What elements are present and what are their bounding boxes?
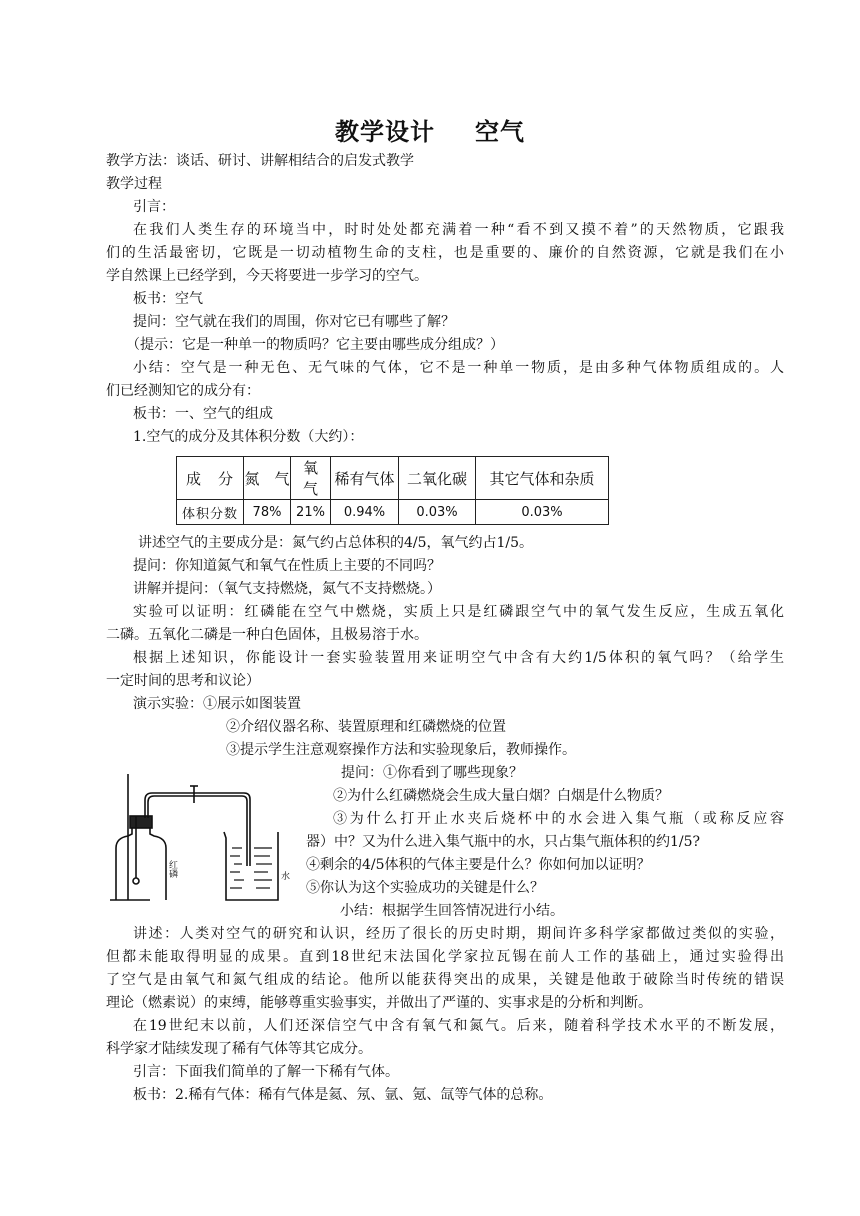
- title-part2: 空气: [475, 118, 525, 146]
- blackboard-line: 板书：2.稀有气体：稀有气体是氦、氖、氩、氪、氙等气体的总称。: [133, 1087, 553, 1103]
- question-line: 器）中？又为什么进入集气瓶中的水，只占集气瓶体积的约1/5?: [306, 834, 701, 850]
- table-row-header: 成 分: [177, 457, 244, 500]
- water-label: 水: [281, 872, 291, 882]
- intro-label: 引言：: [133, 199, 175, 215]
- red-phosphorus-label: 红磷: [167, 860, 177, 878]
- table-cell: 0.03%: [399, 500, 476, 525]
- paragraph-line: 理论（燃素说）的束缚，能够尊重实验事实，并做出了严谨的、实事求是的分析和判断。: [106, 995, 652, 1011]
- paragraph-line: 科学家才陆续发现了稀有气体等其它成分。: [106, 1041, 372, 1057]
- paragraph-line: 学自然课上已经学到，今天将要进一步学习的空气。: [106, 268, 428, 284]
- experiment-apparatus-figure: [108, 766, 308, 902]
- paragraph-line: 在我们人类生存的环境当中，时时处处都充满着一种“看不到又摸不着”的天然物质，它跟我: [133, 222, 784, 238]
- blackboard-line: 板书：空气: [133, 291, 203, 307]
- paragraph-line: 们的生活最密切，它既是一切动植物生命的支柱，也是重要的、廉价的自然资源，它就是我们在小: [106, 245, 784, 261]
- paragraph-line: 在19世纪末以前，人们还深信空气中含有氧气和氮气。后来，随着科学技术水平的不断发展，: [133, 1018, 784, 1034]
- question-line: ④剩余的4/5体积的气体主要是什么？你如何加以证明？: [306, 857, 651, 873]
- water-level-lines: [230, 848, 272, 888]
- paragraph-line: 根据上述知识，你能设计一套实验装置用来证明空气中含有大约1/5体积的氧气吗？（给学生: [133, 650, 784, 666]
- question-line: ⑤你认为这个实验成功的关键是什么？: [306, 880, 544, 896]
- table-cell: 二氧化碳: [399, 457, 476, 500]
- question-line: ②为什么红磷燃烧会生成大量白烟？白烟是什么物质？: [333, 788, 669, 804]
- table-row: [177, 500, 609, 525]
- explanation-line: 讲解并提问：（氧气支持燃烧，氮气不支持燃烧。）: [133, 581, 441, 597]
- teaching-method-line: 教学方法：谈话、研讨、讲解相结合的启发式教学: [106, 153, 414, 169]
- table-cell: 0.94%: [331, 500, 399, 525]
- table-cell: 21%: [291, 500, 331, 525]
- summary-line: 小结：根据学生回答情况进行小结。: [340, 903, 564, 919]
- table-row: [177, 457, 609, 500]
- table-row-header: 体积分数: [177, 500, 244, 525]
- table-cell: 其它气体和杂质: [476, 457, 609, 500]
- paragraph-line: 讲述：人类对空气的研究和认识，经历了很长的历史时期，期间许多科学家都做过类似的实验，: [133, 926, 784, 942]
- paragraph-line: 实验可以证明：红磷能在空气中燃烧，实质上只是红磷跟空气中的氧气发生反应，生成五氧化: [133, 604, 784, 620]
- paragraph-line: 了空气是由氧气和氮气组成的结论。他所以能获得突出的成果，关键是他敢于破除当时传统的错误: [106, 972, 784, 988]
- paragraph-line: 二磷。五氧化二磷是一种白色固体，且极易溶于水。: [106, 627, 428, 643]
- glass-tube: [145, 793, 250, 866]
- demo-step: ③提示学生注意观察操作方法和实验现象后，教师操作。: [226, 742, 576, 758]
- gas-bottle: [116, 826, 166, 900]
- table-cell: 氧 气: [291, 457, 331, 500]
- summary-line: 们已经测知它的成分有：: [106, 383, 260, 399]
- demo-step: ②介绍仪器名称、装置原理和红磷燃烧的位置: [226, 719, 506, 735]
- table-cell: 0.03%: [476, 500, 609, 525]
- intro-line: 引言：下面我们简单的了解一下稀有气体。: [133, 1064, 399, 1080]
- paragraph-line: 一定时间的思考和议论）: [106, 673, 260, 689]
- list-item: 1.空气的成分及其体积分数（大约）：: [133, 429, 364, 445]
- air-composition-table: [176, 456, 609, 525]
- summary-line: 小结：空气是一种无色、无气味的气体，它不是一种单一物质，是由多种气体物质组成的。人: [133, 360, 784, 376]
- explanation-line: 讲述空气的主要成分是：氮气约占总体积的4/5，氧气约占1/5。: [138, 535, 534, 551]
- question-line: 提问：空气就在我们的周围，你对它已有哪些了解？: [133, 314, 455, 330]
- question-line: ③为什么打开止水夹后烧杯中的水会进入集气瓶（或称反应容: [333, 811, 784, 827]
- hint-line: （提示：它是一种单一的物质吗？它主要由哪些成分组成？）: [126, 337, 504, 353]
- question-line: 提问：你知道氮气和氧气在性质上主要的不同吗？: [133, 558, 441, 574]
- question-line: 提问：①你看到了哪些现象？: [341, 765, 523, 781]
- demo-step: 演示实验：①展示如图装置: [133, 696, 301, 712]
- beaker: [224, 832, 278, 900]
- blackboard-line: 板书：一、空气的组成: [133, 406, 273, 422]
- title-part1: 教学设计: [335, 118, 435, 146]
- table-cell: 78%: [244, 500, 291, 525]
- page-title: [0, 112, 860, 147]
- table-cell: 氮 气: [244, 457, 291, 500]
- teaching-process-heading: 教学过程: [106, 176, 162, 192]
- paragraph-line: 但都未能取得明显的成果。直到18世纪末法国化学家拉瓦锡在前人工作的基础上，通过实验得出: [106, 949, 784, 965]
- table-cell: 稀有气体: [331, 457, 399, 500]
